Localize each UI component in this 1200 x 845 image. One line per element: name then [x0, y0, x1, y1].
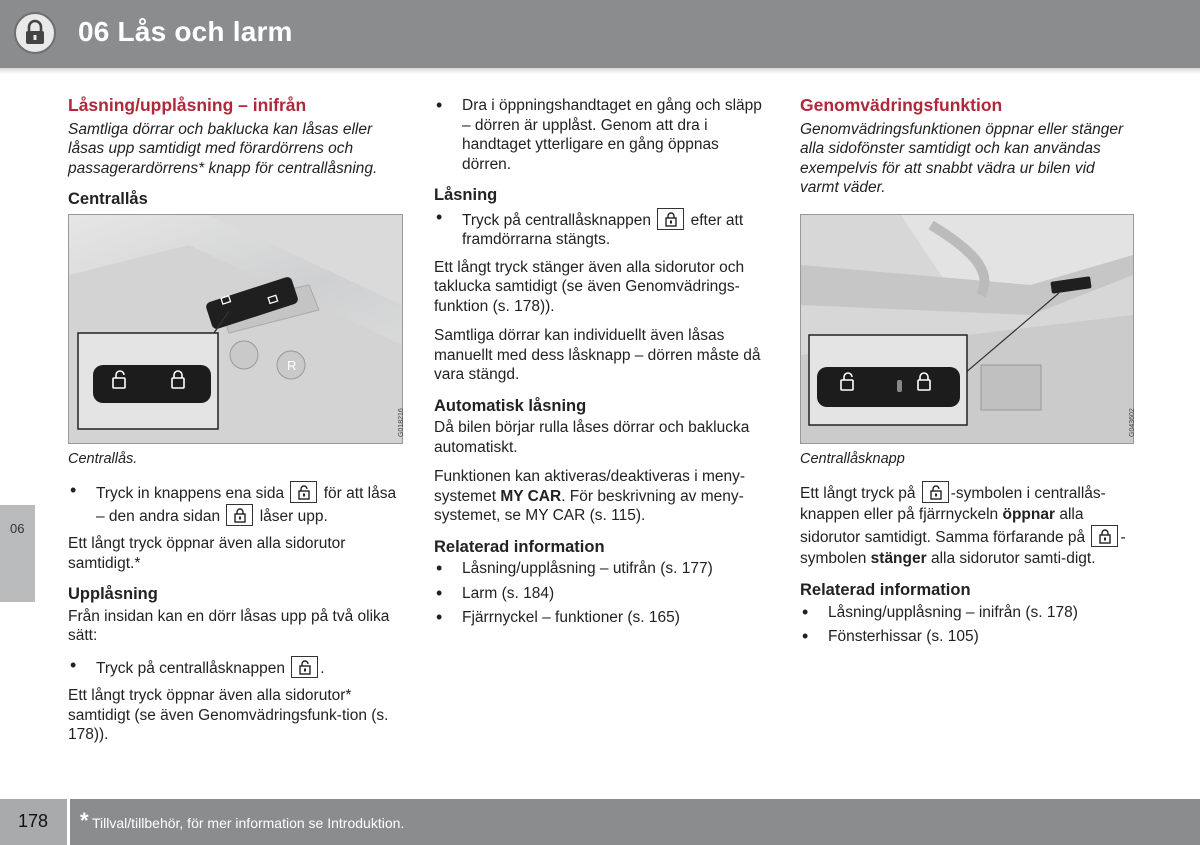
svg-text:R: R	[287, 357, 297, 373]
column-1	[68, 96, 403, 755]
text-run: -symbolen	[800, 529, 1126, 567]
unlock-button-icon	[922, 481, 949, 503]
chapter-side-tab[interactable]	[0, 505, 35, 602]
header-shadow	[0, 68, 1200, 74]
list-item	[68, 656, 403, 679]
intro-text: Genomvädringsfunktionen öppnar eller stänger alla sidofönster samtidigt och kan användas exempelvis för att snabbt vädra ur bilen vid varmt väder.	[800, 120, 1124, 196]
unlock-button-icon	[291, 656, 318, 678]
central-lock-figure	[68, 214, 403, 444]
bullet-text: låser upp.	[259, 507, 328, 525]
paragraph: Ett långt tryck öppnar även alla sidorutor* samtidigt (se även Genomvädringsfunk-tion (s. 178)).	[68, 687, 389, 743]
paragraph	[434, 467, 770, 526]
subheading-related-info: Relaterad information	[434, 537, 605, 556]
menu-name: MY CAR	[500, 487, 562, 505]
list-item	[68, 481, 403, 526]
paragraph: Ett långt tryck öppnar även alla sidorutor samtidigt.*	[68, 535, 346, 572]
subheading-related-info: Relaterad information	[800, 581, 971, 599]
section-heading-ventilation: Genomvädringsfunktion	[800, 95, 1003, 115]
related-link[interactable]: • Låsning/upplåsning – inifrån (s. 178)	[800, 603, 1134, 623]
lock-icon	[14, 12, 56, 54]
lock-button-icon	[226, 504, 253, 526]
central-lock-button-figure	[800, 214, 1134, 444]
figure-caption: Centrallåsknapp	[800, 450, 905, 467]
bullet-text: Tryck på centrallåsknappen	[462, 211, 651, 229]
text-run: Funktionen kan aktiveras/deaktiveras i meny-systemet	[434, 468, 746, 505]
figure-code: G043602	[1129, 407, 1136, 437]
door-panel-illustration	[69, 215, 402, 443]
paragraph: Ett långt tryck stänger även alla sidorutor och taklucka samtidigt (se även Genomvädrings-funktion (s. 178)).	[434, 258, 745, 315]
paragraph	[800, 481, 1134, 569]
subheading-central-lock: Centrallås	[68, 190, 148, 208]
section-heading-locking-inside: Låsning/upplåsning – inifrån	[68, 95, 307, 115]
emphasis-close: stänger	[870, 550, 927, 567]
lock-button-icon	[1091, 525, 1118, 547]
bullet-text: för att låsa – den andra sidan	[96, 485, 397, 525]
figure-code: G018216	[398, 407, 405, 437]
instruction-list	[434, 96, 770, 174]
text-run: Ett långt tryck på	[800, 485, 916, 502]
list-item	[434, 208, 770, 250]
related-link[interactable]: • Larm (s. 184)	[434, 584, 770, 604]
footnote-star: *	[80, 808, 89, 833]
paragraph: Då bilen börjar rulla låses dörrar och baklucka automatiskt.	[434, 419, 750, 456]
column-2	[434, 96, 770, 636]
bullet-text: Tryck på centrallåsknappen	[96, 659, 285, 677]
instruction-list	[434, 208, 770, 250]
lock-button-icon	[657, 208, 684, 230]
footer-bar	[70, 799, 1200, 845]
side-tab-label: 06	[10, 521, 25, 536]
page-number-box	[0, 799, 67, 845]
chapter-header	[0, 0, 1200, 68]
text-run: . För beskrivning av meny-systemet, se MY CAR (s. 115).	[434, 487, 744, 524]
door-panel-illustration	[801, 215, 1133, 443]
bullet-text: efter att framdörrarna stängts.	[462, 211, 744, 248]
instruction-list	[68, 481, 403, 526]
subheading-automatic-locking: Automatisk låsning	[434, 396, 587, 415]
subheading-unlocking: Upplåsning	[68, 585, 158, 603]
column-3	[800, 96, 1134, 655]
intro-text: Samtliga dörrar och baklucka kan låsas eller låsas upp samtidigt med förardörrens och passagerardörrens* knapp för centrallåsning.	[68, 120, 378, 177]
text-run: alla sidorutor samti-digt.	[930, 550, 1096, 567]
chapter-title: 06 Lås och larm	[78, 16, 293, 47]
emphasis-open: öppnar	[1002, 506, 1056, 523]
related-link[interactable]: • Fjärrnyckel – funktioner (s. 165)	[434, 608, 770, 628]
related-list	[434, 559, 770, 628]
related-list	[800, 603, 1134, 647]
paragraph: Från insidan kan en dörr låsas upp på två olika sätt:	[68, 607, 390, 644]
figure-caption: Centrallås.	[68, 450, 138, 467]
page-number: 178	[18, 811, 49, 831]
instruction-list	[68, 656, 403, 679]
related-link[interactable]: • Låsning/upplåsning – utifrån (s. 177)	[434, 559, 770, 579]
paragraph: Samtliga dörrar kan individuellt även låsas manuellt med dess låsknapp – dörren måste då vara stängd.	[434, 327, 761, 383]
list-item: • Dra i öppningshandtaget en gång och släpp – dörren är upplåst. Genom att dra i handtaget ytterligare en gång öppnas dörren.	[434, 96, 770, 174]
footnote-text: Tillval/tillbehör, för mer information se Introduktion.	[92, 815, 405, 831]
related-link[interactable]: • Fönsterhissar (s. 105)	[800, 627, 1134, 647]
text-run: alla sidorutor samtidigt. Samma förfarande på	[800, 506, 1086, 546]
unlock-button-icon	[290, 481, 317, 503]
subheading-locking: Låsning	[434, 186, 498, 204]
text-run: -symbolen i centrallås-knappen eller på fjärrnyckeln	[800, 485, 1106, 523]
bullet-text: .	[320, 659, 325, 677]
bullet-text: Tryck in knappens ena sida	[96, 485, 285, 502]
